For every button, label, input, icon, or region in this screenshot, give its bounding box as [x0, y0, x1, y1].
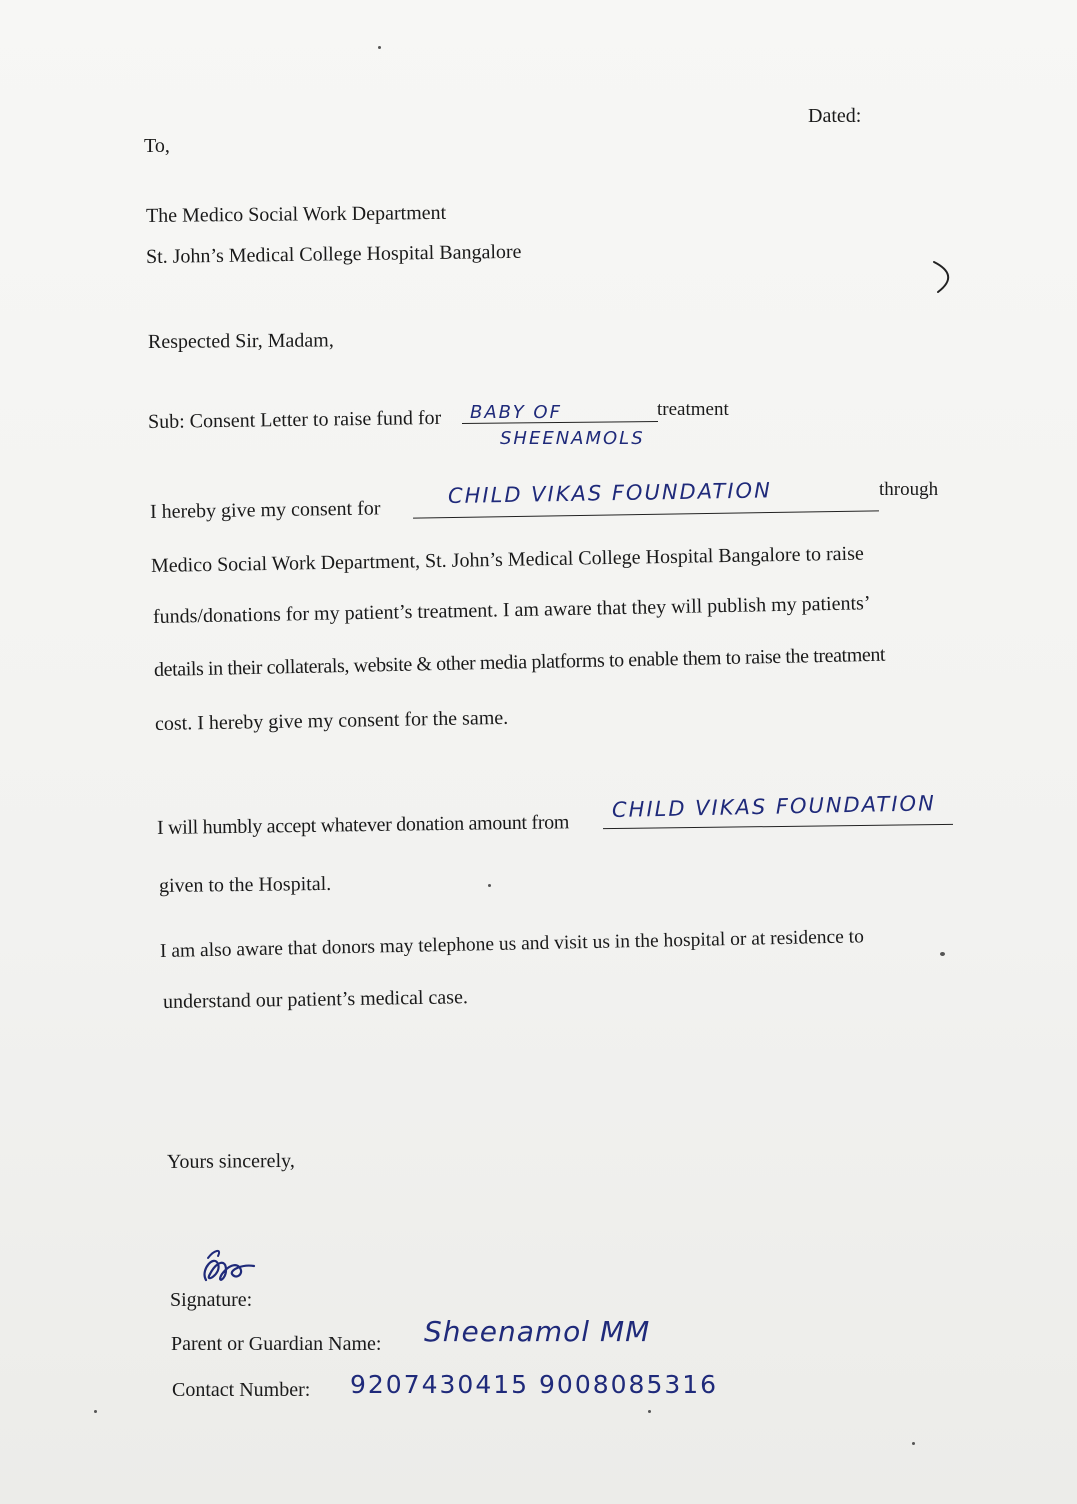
- consent-suffix: through: [879, 479, 939, 500]
- salutation: Respected Sir, Madam,: [147, 329, 334, 353]
- to-label: To,: [144, 135, 170, 157]
- paragraph-1-line-4: details in their collaterals, website & other media platforms to enable them to raise the treatment: [153, 643, 886, 681]
- signature-label: Signature:: [170, 1289, 253, 1311]
- paragraph-1-line-2: Medico Social Work Department, St. John’s Medical College Hospital Bangalore to raise: [150, 542, 864, 577]
- dated-label: Dated:: [808, 105, 862, 127]
- accept-fill: CHILD VIKAS FOUNDATION: [611, 791, 937, 822]
- guardian-name: Sheenamol MM: [424, 1315, 651, 1348]
- closing: Yours sincerely,: [166, 1149, 295, 1173]
- subject-suffix: treatment: [657, 399, 729, 420]
- scan-speck: [378, 46, 381, 49]
- consent-fill-underline: [413, 510, 879, 518]
- contact-label: Contact Number:: [172, 1379, 311, 1401]
- scan-speck: [940, 952, 945, 956]
- contact-numbers: 9207430415 9008085316: [350, 1370, 719, 1399]
- recipient-line-2: St. John’s Medical College Hospital Bangalore: [145, 240, 522, 268]
- consent-prefix: I hereby give my consent for: [149, 497, 381, 523]
- scan-speck: [488, 884, 491, 887]
- aware-line-2: understand our patient’s medical case.: [162, 986, 469, 1013]
- scan-speck: [912, 1442, 915, 1445]
- accept-fill-underline: [603, 824, 953, 829]
- aware-line-1: I am also aware that donors may telephone us and visit us in the hospital or at residence to: [159, 926, 865, 962]
- pen-mark-icon: [928, 258, 958, 298]
- subject-fill-line-2: SHEENAMOLS: [500, 428, 645, 449]
- guardian-label: Parent or Guardian Name:: [171, 1333, 382, 1355]
- handwritten-signature-icon: [196, 1244, 266, 1292]
- paragraph-1-line-3: funds/donations for my patient’s treatment. I am aware that they will publish my patients’: [152, 592, 871, 628]
- accept-line-2: given to the Hospital.: [158, 872, 332, 897]
- recipient-line-1: The Medico Social Work Department: [145, 201, 447, 227]
- scan-speck: [94, 1410, 97, 1413]
- subject-fill-line-1: BABY OF: [470, 402, 562, 423]
- subject-prefix: Sub: Consent Letter to raise fund for: [147, 406, 442, 433]
- scan-speck: [648, 1410, 651, 1413]
- paragraph-1-line-5: cost. I hereby give my consent for the same.: [154, 706, 509, 735]
- consent-fill: CHILD VIKAS FOUNDATION: [447, 478, 773, 508]
- accept-prefix: I will humbly accept whatever donation amount from: [156, 811, 570, 839]
